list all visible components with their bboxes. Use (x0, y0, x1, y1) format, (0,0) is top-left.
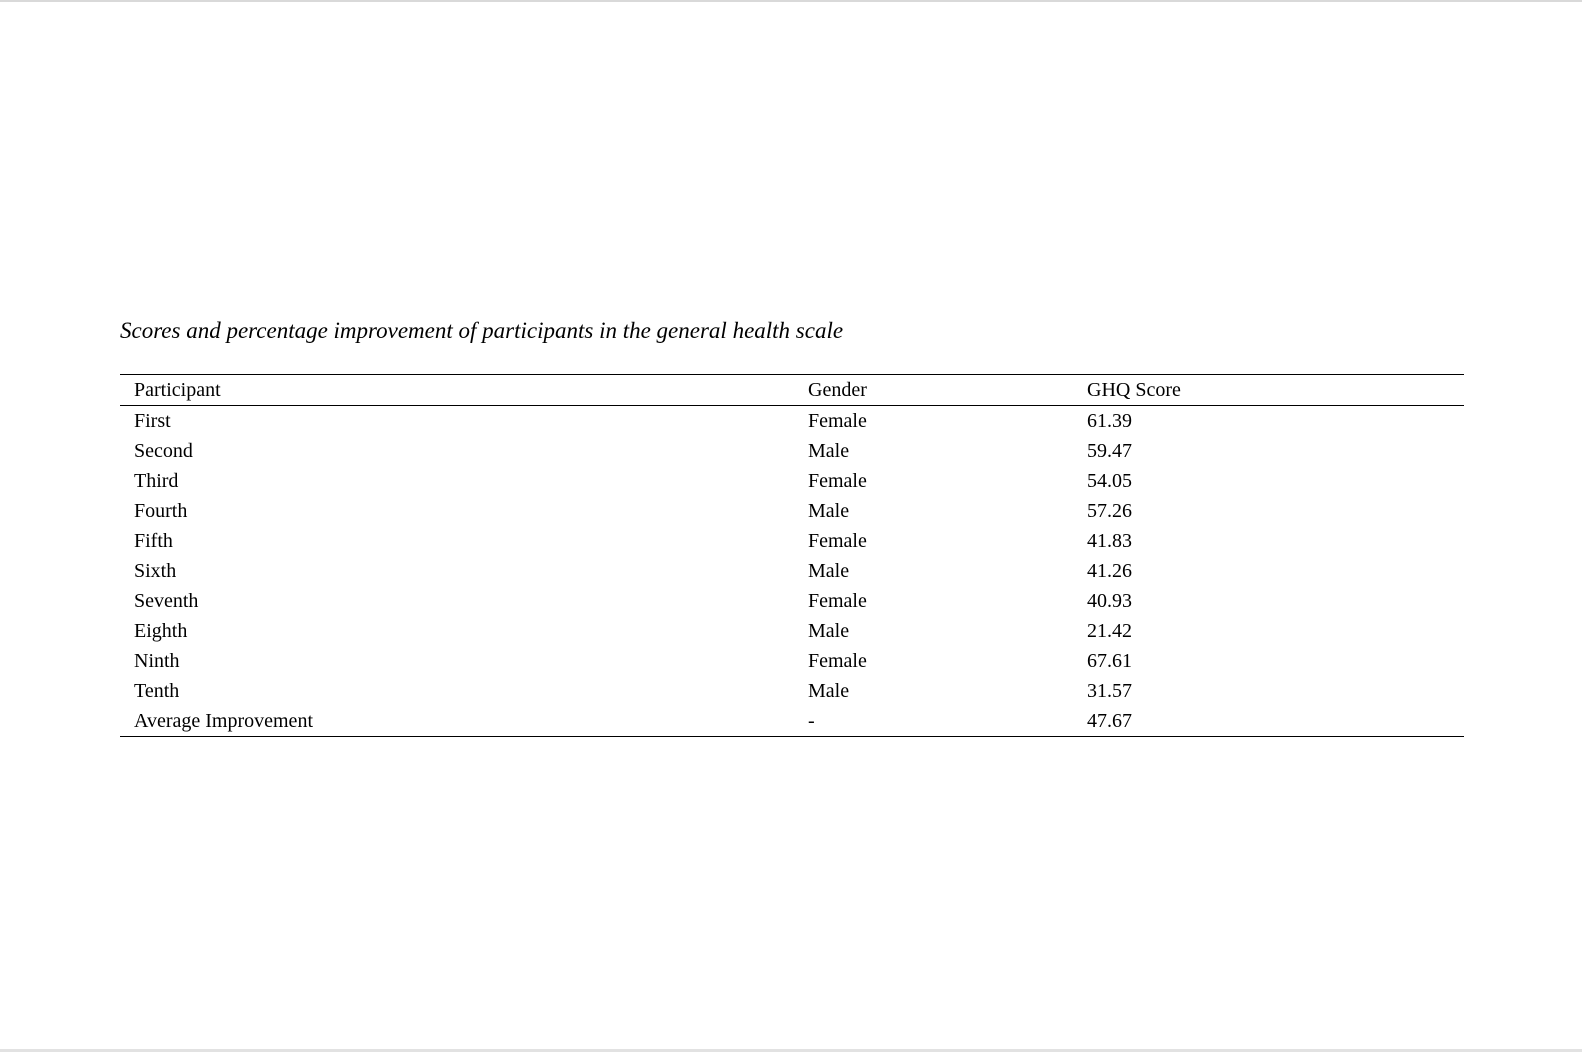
gender-cell: Male (808, 560, 850, 582)
score-cell: 47.67 (1087, 710, 1132, 732)
score-cell: 40.93 (1087, 590, 1132, 612)
participant-cell: Sixth (134, 560, 177, 582)
participant-cell: Fifth (134, 530, 173, 552)
header-ghq-score: GHQ Score (1087, 379, 1181, 401)
gender-cell: Male (808, 440, 850, 462)
page-top-edge (0, 0, 1582, 2)
header-gender: Gender (808, 379, 867, 401)
table-header-row (120, 375, 1464, 406)
gender-cell: Male (808, 500, 850, 522)
participant-cell: Tenth (134, 680, 180, 702)
gender-cell: Male (808, 620, 850, 642)
score-cell: 61.39 (1087, 410, 1132, 432)
participant-cell: First (134, 410, 171, 432)
score-cell: 31.57 (1087, 680, 1132, 702)
participant-cell: Average Improvement (134, 710, 313, 732)
table-row (120, 676, 1464, 706)
data-table (120, 374, 1464, 737)
header-participant: Participant (134, 379, 221, 401)
table-row (120, 586, 1464, 616)
table-row-average (120, 706, 1464, 736)
participant-cell: Seventh (134, 590, 199, 612)
participant-cell: Third (134, 470, 179, 492)
gender-cell: Female (808, 590, 867, 612)
table-caption: Scores and percentage improvement of participants in the general health scale (120, 318, 844, 343)
gender-cell: Male (808, 680, 850, 702)
table-row (120, 556, 1464, 586)
table-row (120, 526, 1464, 556)
participant-cell: Fourth (134, 500, 188, 522)
gender-cell: Female (808, 530, 867, 552)
score-cell: 57.26 (1087, 500, 1132, 522)
score-cell: 67.61 (1087, 650, 1132, 672)
table-row (120, 646, 1464, 676)
gender-cell: Female (808, 650, 867, 672)
gender-cell: Female (808, 470, 867, 492)
score-cell: 54.05 (1087, 470, 1132, 492)
gender-cell: Female (808, 410, 867, 432)
table-row (120, 496, 1464, 526)
table-row (120, 406, 1464, 436)
score-cell: 59.47 (1087, 440, 1132, 462)
score-cell: 21.42 (1087, 620, 1132, 642)
table-row (120, 466, 1464, 496)
table-row (120, 436, 1464, 466)
score-cell: 41.83 (1087, 530, 1132, 552)
participant-cell: Eighth (134, 620, 188, 642)
score-cell: 41.26 (1087, 560, 1132, 582)
table-row (120, 616, 1464, 646)
participant-cell: Ninth (134, 650, 180, 672)
gender-cell: - (808, 710, 815, 732)
participant-cell: Second (134, 440, 193, 462)
